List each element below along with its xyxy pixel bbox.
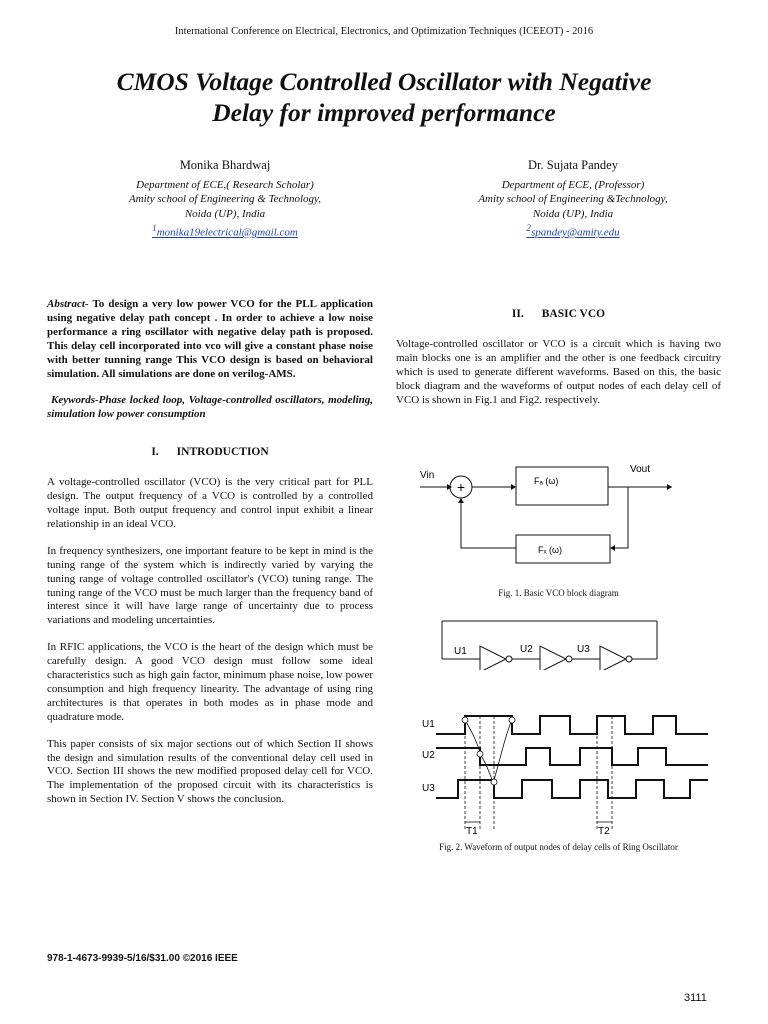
abstract-lead: Abstract- (47, 298, 89, 310)
paper-title (40, 66, 728, 128)
abstract (47, 298, 373, 381)
transition-arrow (494, 720, 512, 780)
waveform-u3 (436, 780, 708, 798)
fig1-caption: Fig. 1. Basic VCO block diagram (498, 588, 619, 598)
email-superscript: 1 (152, 223, 157, 233)
feedback-out-arrow (458, 498, 464, 503)
section-number: I. (151, 446, 159, 459)
author-affiliation: Department of ECE,( Research Scholar) (136, 178, 314, 191)
feedback-wire-in (615, 487, 628, 548)
inverter-3-bubble (626, 656, 632, 662)
inverter-2 (540, 646, 566, 670)
paper-title-line-1: CMOS Voltage Controlled Oscillator with Negative (116, 67, 652, 96)
author-name: Monika Bhardwaj (179, 158, 271, 172)
transition-marker (509, 717, 515, 723)
t2-label: T2 (598, 826, 610, 837)
author-name: Dr. Sujata Pandey (528, 158, 618, 172)
waveform-label-u3: U3 (422, 783, 435, 794)
transition-marker (462, 717, 468, 723)
author-email-link[interactable] (80, 221, 370, 240)
waveform-diagram (418, 710, 718, 838)
author-affiliation: Noida (UP), India (532, 207, 614, 220)
forward-block (516, 467, 608, 505)
vco-block-diagram (412, 455, 732, 575)
conference-header: International Conference on Electrical, Electronics, and Optimization Techniques (ICEEOT) - 2016 (174, 26, 594, 37)
inverter-2-bubble (566, 656, 572, 662)
author-email-text: monika19electrical@gmail.com (156, 226, 298, 239)
forward-arrow (511, 484, 516, 490)
waveform-u1 (436, 716, 708, 734)
inverter-1-bubble (506, 656, 512, 662)
page-number: 3111 (684, 992, 707, 1004)
left-column (47, 298, 373, 820)
vout-label: Vout (630, 464, 651, 475)
intro-paragraph: In RFIC applications, the VCO is the heart of the design which must be carefully design. A good VCO design must follow some ideal characteristics such as high gain factor, minimum phase noise, low power consumption and high frequency linearity. The advantage of using ring architectures is that operates in both modes as in phase mode and quadrature mode. (47, 641, 373, 723)
feedback-wire-out (461, 503, 516, 548)
section-title: INTRODUCTION (176, 446, 269, 459)
author-affiliation: Noida (UP), India (184, 207, 266, 220)
forward-block-label: Fₐ (ω) (534, 476, 559, 486)
author-block-2 (413, 158, 733, 240)
right-column (396, 308, 721, 420)
transition-marker (477, 751, 483, 757)
section-number: II. (511, 308, 524, 320)
section-title: BASIC VCO (541, 308, 606, 320)
section-heading-basic-vco (396, 308, 721, 322)
feedback-block (516, 535, 610, 563)
feedback-block-label: Fₓ (ω) (538, 545, 562, 555)
vout-arrow (667, 484, 672, 490)
intro-paragraph: In frequency synthesizers, one important feature to be kept in mind is the tuning range of the system which is indirectly varied by varying the tuning range of voltage controlled oscillator's (VCO) tuning range. The tuning range of the VCO must be much larger than the frequency band of interest since it will have large range of uncertainty due to process variations and modeling uncertainties. (47, 544, 373, 627)
abstract-text: To design a very low power VCO for the PLL application using negative delay path concept . In order to achieve a low noise performance a ring oscillator with negative delay path is proposed. This delay cell incorporated into vco will give a constant phase noise with better tunning range This VCO design is based on behavioral simulation. All simulations are done on verilog-AMS. (47, 298, 373, 380)
author-email-link[interactable] (413, 221, 733, 240)
node-label-u1: U1 (454, 646, 467, 657)
author-affiliation: Amity school of Engineering & Technology, (128, 193, 322, 205)
email-superscript: 2 (526, 223, 531, 233)
node-label-u2: U2 (520, 644, 533, 655)
node-label-u3: U3 (577, 644, 590, 655)
paper-title-line-2: Delay for improved performance (212, 98, 556, 127)
intro-paragraph: A voltage-controlled oscillator (VCO) is the very critical part for PLL design. The output frequency of a VCO is controlled by a controlled voltage input. Both output frequency and control input exhibit a linear relationship in an ideal VCO. (47, 476, 373, 530)
isbn-footer: 978-1-4673-9939-5/16/$31.00 ©2016 IEEE (47, 953, 238, 964)
transition-marker (491, 779, 497, 785)
waveform-label-u2: U2 (422, 750, 435, 761)
author-block-1 (80, 158, 370, 240)
feedback-in-arrow (610, 545, 615, 551)
waveform-u2 (436, 748, 708, 765)
author-affiliation: Amity school of Engineering &Technology, (478, 193, 668, 205)
basic-vco-paragraph: Voltage-controlled oscillator or VCO is a circuit which is having two main blocks one is an amplifier and the other is one feedback circuitry which is used to generate different waveforms. Based on this, the basic block diagram and the waveforms of output nodes of each delay cell of VCO is shown in Fig.1 and Fig2. respectively. (396, 337, 721, 406)
waveform-label-u1: U1 (422, 719, 435, 730)
section-heading-introduction (47, 446, 373, 460)
author-email-text: spandey@amity.edu (530, 226, 620, 239)
fig2-caption: Fig. 2. Waveform of output nodes of delay cells of Ring Oscillator (439, 842, 678, 852)
t1-label: T1 (466, 826, 478, 837)
inverter-3 (600, 646, 626, 670)
ring-oscillator-diagram (440, 618, 670, 670)
author-affiliation: Department of ECE, (Professor) (501, 178, 645, 191)
intro-paragraph: This paper consists of six major sections out of which Section II shows the design and simulation results of the conventional delay cell used in VCO. Section III shows the new modified proposed delay cell for VCO. The implementation of the proposed circuit with its characteristics is shown in Section IV. Section V shows the conclusion. (47, 737, 373, 806)
keywords: Keywords-Phase locked loop, Voltage-controlled oscillators, modeling, simulation low power consumption (47, 394, 373, 421)
summing-plus-sign: + (456, 479, 466, 495)
inverter-1 (480, 646, 506, 670)
vin-label: Vin (420, 470, 435, 481)
